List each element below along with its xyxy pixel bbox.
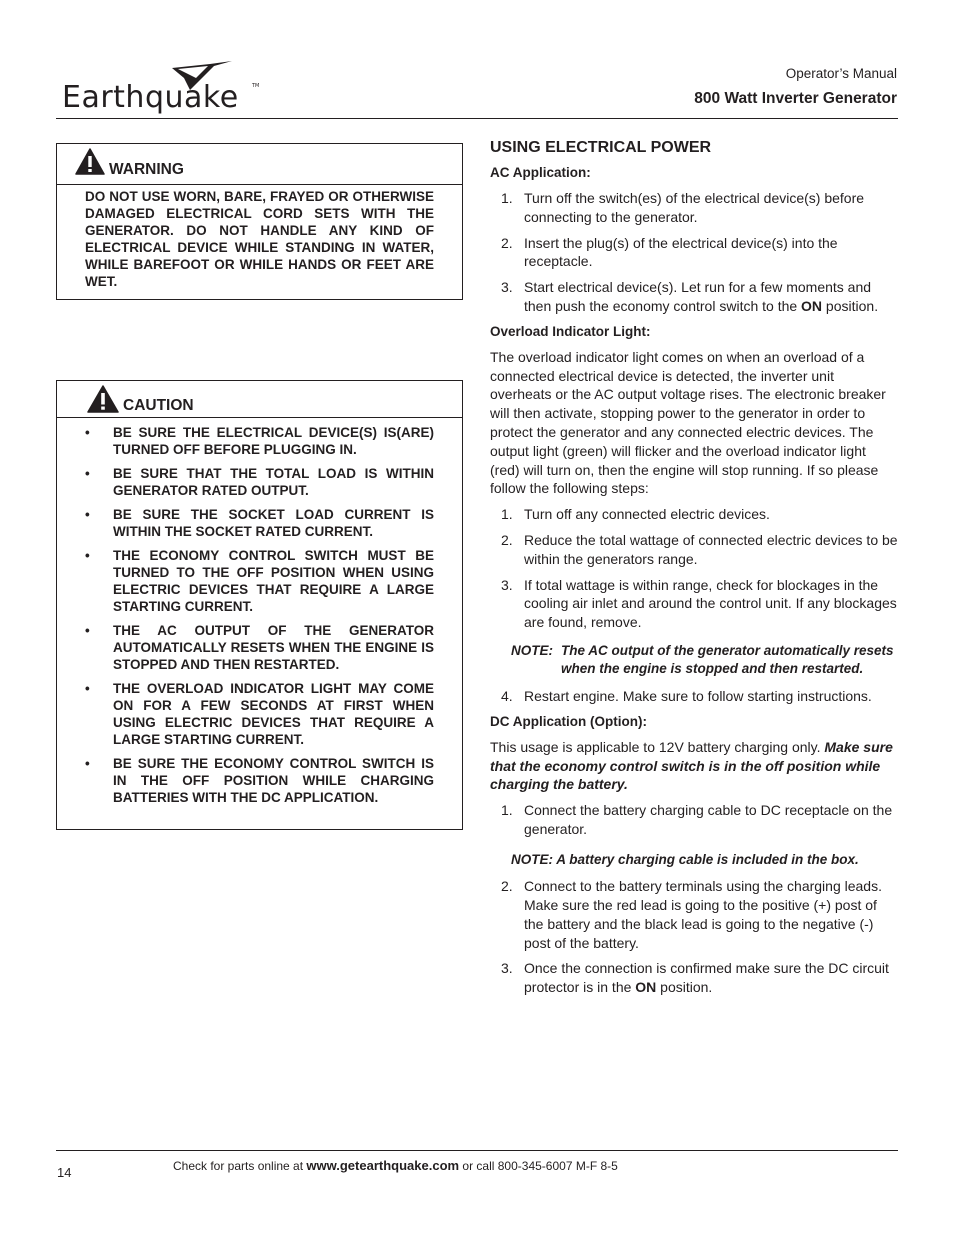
warning-header (57, 144, 462, 185)
list-item: • THE ECONOMY CONTROL SWITCH MUST BE TURNED TO THE OFF POSITION WHEN USING ELECTRIC DEVICES THAT REQUIRE A LARGE STARTING CURRENT. (85, 548, 434, 614)
ac-heading: AC Application: (490, 165, 591, 180)
ac-steps (490, 189, 898, 316)
dc-paragraph: This usage is applicable to 12V battery charging only. Make sure that the economy control switch is in the off position while charging the battery. (490, 738, 893, 793)
list-item: • BE SURE THE ECONOMY CONTROL SWITCH IS IN THE OFF POSITION WHILE CHARGING BATTERIES WITH THE DC APPLICATION. (85, 756, 434, 805)
bullet: • (85, 425, 90, 440)
warning-text: DO NOT USE WORN, BARE, FRAYED OR OTHERWISE DAMAGED ELECTRICAL CORD SETS WITH THE GENERATOR. DO NOT HANDLE ANY KIND OF ELECTRICAL DEVICE WHILE STANDING IN WATER, WHILE BAREFOOT OR WHILE HANDS OR FEET ARE WET. (85, 189, 434, 289)
list-item: • THE OVERLOAD INDICATOR LIGHT MAY COME ON FOR A FEW SECONDS AT FIRST WHEN USING ELECTRIC DEVICES THAT REQUIRE A LARGE STARTING CURRENT. (85, 681, 434, 747)
main-content (490, 138, 898, 1004)
doc-type: Operator’s Manual (785, 66, 897, 81)
bullet: • (85, 548, 90, 563)
bullet: • (85, 623, 90, 638)
product-title: 800 Watt Inverter Generator (694, 90, 897, 107)
overload-steps (490, 505, 898, 632)
list-item: 3. If total wattage is within range, check for blockages in the cooling air inlet and around the control unit. If any blockages are found, remove. (501, 576, 897, 631)
bullet: • (85, 466, 90, 481)
bullet: • (85, 681, 90, 696)
earthquake-logo (62, 60, 267, 118)
dc-step-1 (490, 801, 898, 839)
overload-paragraph: The overload indicator light comes on when an overload of a connected electrical device is detected, the inverter unit overheats or the AC output voltage rises. The electronic breaker will then activate, stopping power to the generator in order to protect the generator and any connected electric devices. The output light (green) will flicker and the overload indicator light (red) will turn on, then the engine will stop running. If so please follow the following steps: (490, 348, 886, 497)
section-heading: USING ELECTRICAL POWER (490, 139, 712, 156)
overload-heading: Overload Indicator Light: (490, 323, 651, 339)
list-item: 2. Reduce the total wattage of connected electric devices to be within the generators range. (501, 531, 898, 567)
trademark-mark: TM (252, 83, 260, 89)
warning-box (56, 143, 463, 300)
logo-wordmark: Earthquake (62, 80, 239, 115)
dc-steps (490, 877, 898, 997)
dc-note: NOTE: A battery charging cable is included in the box. (511, 851, 859, 867)
footer-text: Check for parts online at www.getearthquake.com or call 800-345-6007 M-F 8-5 (173, 1158, 618, 1173)
list-item: • BE SURE THE SOCKET LOAD CURRENT IS WITHIN THE SOCKET RATED CURRENT. (85, 507, 434, 539)
caution-icon (87, 385, 119, 413)
restart-step (490, 687, 898, 706)
list-item: • BE SURE THE ELECTRICAL DEVICE(S) IS(ARE) TURNED OFF BEFORE PLUGGING IN. (85, 425, 434, 457)
warning-title: WARNING (109, 161, 184, 178)
list-item: • THE AC OUTPUT OF THE GENERATOR AUTOMATICALLY RESETS WHEN THE ENGINE IS STOPPED AND THEN RESTARTED. (85, 623, 434, 672)
header-rule (56, 118, 898, 119)
list-item: 1. Connect the battery charging cable to DC receptacle on the generator. (501, 802, 893, 837)
overload-note: NOTE: The AC output of the generator automatically resets when the engine is stopped and then restarted. (511, 642, 894, 677)
bullet: • (85, 756, 90, 771)
list-item: 2. Insert the plug(s) of the electrical device(s) into the receptacle. (501, 234, 838, 270)
list-item: 3. Start electrical device(s). Let run for a few moments and then push the economy control switch to the ON position. (501, 279, 879, 314)
footer-rule (56, 1150, 898, 1151)
list-item: 1. Turn off any connected electric devices. (501, 506, 770, 523)
dc-heading: DC Application (Option): (490, 713, 647, 729)
caution-title: CAUTION (123, 397, 194, 414)
website-link[interactable]: www.getearthquake.com (306, 1158, 460, 1173)
list-item: 1. Turn off the switch(es) of the electrical device(s) before connecting to the generator. (501, 190, 865, 225)
list-item: • BE SURE THAT THE TOTAL LOAD IS WITHIN GENERATOR RATED OUTPUT. (85, 466, 434, 498)
caution-header (57, 381, 462, 418)
caution-list (85, 424, 434, 806)
list-item: 2. Connect to the battery terminals using the charging leads. Make sure the red lead is going to the positive (+) post of the battery and the black lead is going to the negative (-) post of the battery. (501, 878, 882, 951)
list-item: 3. Once the connection is confirmed make sure the DC circuit protector is in the ON position. (501, 960, 889, 996)
list-item: 4. Restart engine. Make sure to follow starting instructions. (501, 687, 872, 704)
page-number: 14 (57, 1165, 72, 1180)
warning-icon (75, 148, 105, 175)
caution-box (56, 380, 463, 830)
bullet: • (85, 507, 90, 522)
